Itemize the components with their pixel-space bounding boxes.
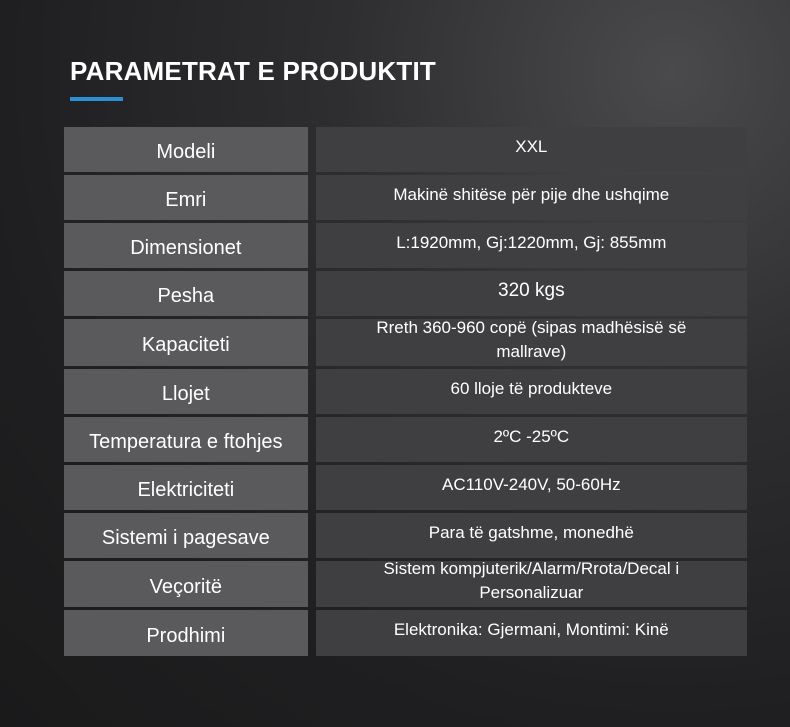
spec-row-capacity	[64, 319, 747, 366]
spec-value: 2ºC -25ºC	[316, 417, 747, 462]
spec-row-temperature	[64, 417, 747, 462]
page-title: PARAMETRAT E PRODUKTIT	[70, 56, 436, 86]
spec-row-dimensions	[64, 223, 747, 268]
spec-label: Temperatura e ftohjes	[64, 417, 308, 462]
specs-table	[64, 127, 747, 659]
spec-value: Rreth 360-960 copë (sipas madhësisë së mallrave)	[316, 319, 747, 366]
spec-row-name	[64, 175, 747, 220]
spec-value: AC110V-240V, 50-60Hz	[316, 465, 747, 510]
spec-row-payment	[64, 513, 747, 558]
title-underline	[70, 97, 123, 101]
spec-label: Pesha	[64, 271, 308, 316]
spec-row-features	[64, 561, 747, 607]
spec-label: Modeli	[64, 127, 308, 172]
spec-label: Elektriciteti	[64, 465, 308, 510]
spec-row-model	[64, 127, 747, 172]
spec-value: L:1920mm, Gj:1220mm, Gj: 855mm	[316, 223, 747, 268]
spec-value: 320 kgs	[316, 271, 747, 316]
spec-value: Makinë shitëse për pije dhe ushqime	[316, 175, 747, 220]
spec-row-types	[64, 369, 747, 414]
spec-label: Kapaciteti	[64, 319, 308, 366]
spec-label: Emri	[64, 175, 308, 220]
spec-label: Prodhimi	[64, 610, 308, 656]
spec-value: Sistem kompjuterik/Alarm/Rrota/Decal i Personalizuar	[316, 561, 747, 607]
spec-row-production	[64, 610, 747, 656]
spec-label: Dimensionet	[64, 223, 308, 268]
spec-label: Sistemi i pagesave	[64, 513, 308, 558]
spec-value: 60 lloje të produkteve	[316, 369, 747, 414]
spec-row-electricity	[64, 465, 747, 510]
spec-value: XXL	[316, 127, 747, 172]
spec-value: Para të gatshme, monedhë	[316, 513, 747, 558]
spec-value: Elektronika: Gjermani, Montimi: Kinë	[316, 610, 747, 656]
spec-label: Veçoritë	[64, 561, 308, 607]
spec-row-weight	[64, 271, 747, 316]
spec-label: Llojet	[64, 369, 308, 414]
